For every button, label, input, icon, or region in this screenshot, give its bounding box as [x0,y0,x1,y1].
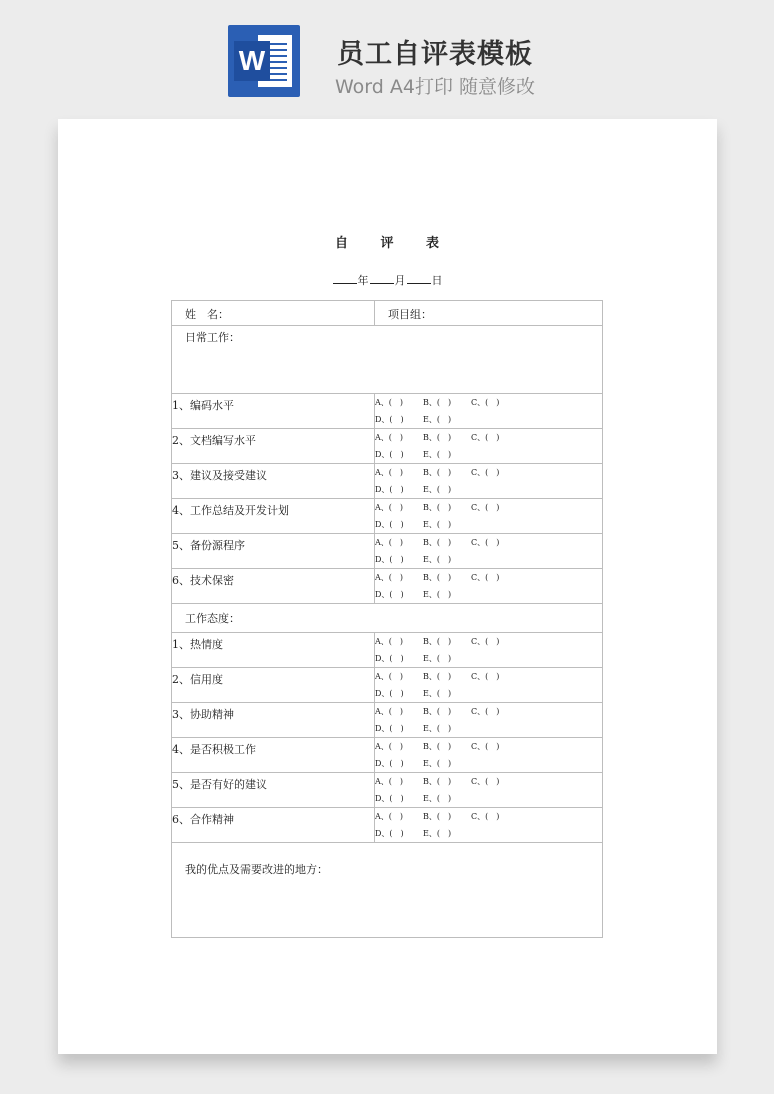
table-row [172,326,603,394]
rating-cell[interactable] [375,569,603,604]
option-d[interactable]: D、( ) [375,485,404,494]
option-c[interactable]: C、( ) [471,812,500,821]
work-item-label: 4、工作总结及开发计划 [172,504,289,517]
day-label: 日 [431,274,443,287]
option-c[interactable]: C、( ) [471,468,500,477]
option-c[interactable]: C、( ) [471,433,500,442]
table-row [172,703,603,738]
option-b[interactable]: B、( ) [423,672,452,681]
table-row [172,843,603,938]
option-a[interactable]: A、( ) [375,742,404,751]
option-d[interactable]: D、( ) [375,415,404,424]
attitude-item-label: 4、是否积极工作 [172,743,256,756]
rating-cell[interactable] [375,808,603,843]
option-e[interactable]: E、( ) [423,415,452,424]
option-e[interactable]: E、( ) [423,759,452,768]
date-line [0,272,774,288]
strengths-label: 我的优点及需要改进的地方： [185,863,328,876]
option-c[interactable]: C、( ) [471,742,500,751]
option-c[interactable]: C、( ) [471,672,500,681]
attitude-section-label: 工作态度： [185,612,240,625]
table-row [172,773,603,808]
month-blank[interactable] [370,273,394,284]
option-c[interactable]: C、( ) [471,637,500,646]
rating-cell[interactable] [375,429,603,464]
option-b[interactable]: B、( ) [423,398,452,407]
option-d[interactable]: D、( ) [375,520,404,529]
option-e[interactable]: E、( ) [423,654,452,663]
table-row [172,738,603,773]
option-a[interactable]: A、( ) [375,777,404,786]
rating-cell[interactable] [375,633,603,668]
attitude-item-label: 1、热情度 [172,638,223,651]
work-item-label: 5、备份源程序 [172,539,245,552]
day-blank[interactable] [407,273,431,284]
daily-work-cell[interactable] [172,326,603,394]
option-d[interactable]: D、( ) [375,590,404,599]
table-row [172,394,603,429]
option-a[interactable]: A、( ) [375,538,404,547]
option-d[interactable]: D、( ) [375,829,404,838]
option-d[interactable]: D、( ) [375,654,404,663]
table-row [172,604,603,633]
option-e[interactable]: E、( ) [423,590,452,599]
work-item-label: 1、编码水平 [172,399,234,412]
option-b[interactable]: B、( ) [423,503,452,512]
option-a[interactable]: A、( ) [375,573,404,582]
option-b[interactable]: B、( ) [423,468,452,477]
option-b[interactable]: B、( ) [423,538,452,547]
option-e[interactable]: E、( ) [423,555,452,564]
work-item-label: 6、技术保密 [172,574,234,587]
option-e[interactable]: E、( ) [423,829,452,838]
option-b[interactable]: B、( ) [423,707,452,716]
self-evaluation-table [171,300,603,938]
option-d[interactable]: D、( ) [375,689,404,698]
option-e[interactable]: E、( ) [423,520,452,529]
table-row [172,499,603,534]
option-a[interactable]: A、( ) [375,707,404,716]
rating-cell[interactable] [375,394,603,429]
option-a[interactable]: A、( ) [375,398,404,407]
strengths-cell[interactable] [172,843,603,938]
table-row [172,633,603,668]
option-e[interactable]: E、( ) [423,724,452,733]
option-e[interactable]: E、( ) [423,485,452,494]
option-c[interactable]: C、( ) [471,573,500,582]
word-app-icon [228,25,300,97]
option-e[interactable]: E、( ) [423,794,452,803]
name-cell[interactable] [172,301,375,326]
attitude-item-label: 6、合作精神 [172,813,234,826]
table-row [172,534,603,569]
option-d[interactable]: D、( ) [375,794,404,803]
word-letter-icon: W [234,41,270,81]
option-d[interactable]: D、( ) [375,759,404,768]
option-a[interactable]: A、( ) [375,503,404,512]
rating-cell[interactable] [375,668,603,703]
group-label: 项目组： [388,308,432,321]
table-row [172,464,603,499]
rating-cell[interactable] [375,738,603,773]
daily-work-label: 日常工作： [185,331,240,344]
month-label: 月 [394,274,406,287]
option-d[interactable]: D、( ) [375,450,404,459]
option-b[interactable]: B、( ) [423,742,452,751]
name-label: 姓 名： [185,308,229,321]
page-title: 员工自评表模板 [337,39,533,70]
option-d[interactable]: D、( ) [375,724,404,733]
year-blank[interactable] [333,273,357,284]
table-row [172,668,603,703]
attitude-item-label: 5、是否有好的建议 [172,778,267,791]
option-c[interactable]: C、( ) [471,503,500,512]
table-row [172,808,603,843]
option-a[interactable]: A、( ) [375,637,404,646]
option-b[interactable]: B、( ) [423,573,452,582]
header [0,0,774,110]
option-e[interactable]: E、( ) [423,450,452,459]
table-row [172,569,603,604]
rating-cell[interactable] [375,534,603,569]
option-a[interactable]: A、( ) [375,812,404,821]
option-c[interactable]: C、( ) [471,398,500,407]
rating-cell[interactable] [375,499,603,534]
option-b[interactable]: B、( ) [423,637,452,646]
option-a[interactable]: A、( ) [375,468,404,477]
year-label: 年 [357,274,369,287]
table-row [172,301,603,326]
option-b[interactable]: B、( ) [423,433,452,442]
group-cell[interactable] [375,301,603,326]
page-subtitle: Word A4打印 随意修改 [334,76,535,98]
option-a[interactable]: A、( ) [375,672,404,681]
option-c[interactable]: C、( ) [471,777,500,786]
attitude-item-label: 3、协助精神 [172,708,234,721]
table-row [172,429,603,464]
option-c[interactable]: C、( ) [471,707,500,716]
rating-cell[interactable] [375,464,603,499]
option-d[interactable]: D、( ) [375,555,404,564]
attitude-item-label: 2、信用度 [172,673,223,686]
option-e[interactable]: E、( ) [423,689,452,698]
rating-cell[interactable] [375,773,603,808]
form-title: 自 评 表 [334,236,454,251]
option-a[interactable]: A、( ) [375,433,404,442]
work-item-label: 3、建议及接受建议 [172,469,267,482]
option-b[interactable]: B、( ) [423,777,452,786]
option-c[interactable]: C、( ) [471,538,500,547]
rating-cell[interactable] [375,703,603,738]
work-item-label: 2、文档编写水平 [172,434,256,447]
option-b[interactable]: B、( ) [423,812,452,821]
